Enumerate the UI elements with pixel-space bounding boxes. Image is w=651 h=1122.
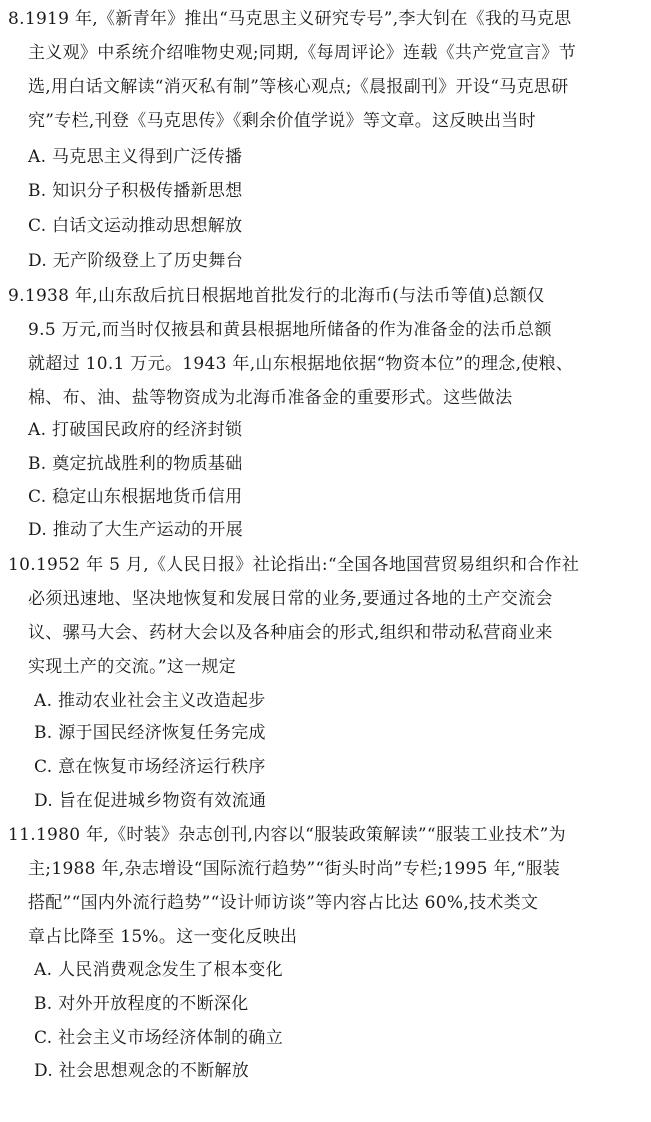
question-number: 9. <box>8 286 25 306</box>
option-d: D. 旨在促进城乡物资有效流通 <box>34 791 267 811</box>
option-c: C. 白话文运动推动思想解放 <box>28 216 243 236</box>
question-stem-line <box>8 2 571 36</box>
option-c: C. 社会主义市场经济体制的确立 <box>34 1028 284 1048</box>
question-stem-line: 棉、布、油、盐等物资成为北海币准备金的重要形式。这些做法 <box>28 388 513 408</box>
question-stem-line: 章占比降至 15%。这一变化反映出 <box>28 927 298 947</box>
option-a: A. 马克思主义得到广泛传播 <box>28 147 243 167</box>
option-a: A. 推动农业社会主义改造起步 <box>34 691 266 711</box>
option-b: B. 对外开放程度的不断深化 <box>34 994 249 1014</box>
option-b: B. 知识分子积极传播新思想 <box>28 181 243 201</box>
option-d: D. 社会思想观念的不断解放 <box>34 1061 250 1081</box>
stem-text: 1919 年,《新青年》推出“马克思主义研究专号”,李大钊在《我的马克思 <box>24 9 572 29</box>
question-stem-line: 9.5 万元,而当时仅掖县和黄县根据地所储备的作为准备金的法币总额 <box>28 320 552 340</box>
question-stem-line: 究”专栏,刊登《马克思传》《剩余价值学说》等文章。这反映出当时 <box>28 111 536 131</box>
option-b: B. 奠定抗战胜利的物质基础 <box>28 454 243 474</box>
question-stem-line: 选,用白话文解读“消灭私有制”等核心观点;《晨报副刊》开设“马克思研 <box>28 77 569 97</box>
stem-text: 1980 年,《时装》杂志创刊,内容以“服装政策解读”“服装工业技术”为 <box>35 825 566 845</box>
question-number: 10. <box>8 555 36 575</box>
question-stem-line <box>8 548 579 582</box>
question-stem-line: 议、骡马大会、药材大会以及各种庙会的形式,组织和带动私营商业来 <box>28 623 553 643</box>
stem-text: 1952 年 5 月,《人民日报》社论指出:“全国各地国营贸易组织和合作社 <box>35 555 580 575</box>
option-a: A. 人民消费观念发生了根本变化 <box>34 960 283 980</box>
question-stem-line: 搭配”“国内外流行趋势”“设计师访谈”等内容占比达 60%,技术类文 <box>28 893 539 913</box>
option-b: B. 源于国民经济恢复任务完成 <box>34 723 266 743</box>
question-number: 8. <box>8 9 25 29</box>
question-stem-line: 就超过 10.1 万元。1943 年,山东根据地依据“物资本位”的理念,使粮、 <box>28 354 574 374</box>
question-stem-line <box>8 818 566 852</box>
option-c: C. 意在恢复市场经济运行秩序 <box>34 757 266 777</box>
question-stem-line <box>8 279 544 313</box>
question-number: 11. <box>8 825 36 845</box>
question-stem-line: 主义观》中系统介绍唯物史观;同期,《每周评论》连载《共产党宣言》节 <box>28 43 577 63</box>
option-d: D. 推动了大生产运动的开展 <box>28 520 244 540</box>
option-c: C. 稳定山东根据地货币信用 <box>28 487 243 507</box>
question-stem-line: 必须迅速地、坚决地恢复和发展日常的业务,要通过各地的土产交流会 <box>28 589 553 609</box>
option-a: A. 打破国民政府的经济封锁 <box>28 420 243 440</box>
stem-text: 1938 年,山东敌后抗日根据地首批发行的北海币(与法币等值)总额仅 <box>24 286 545 306</box>
question-stem-line: 实现土产的交流。”这一规定 <box>28 657 237 677</box>
option-d: D. 无产阶级登上了历史舞台 <box>28 251 244 271</box>
question-stem-line: 主;1988 年,杂志增设“国际流行趋势”“街头时尚”专栏;1995 年,“服装 <box>28 859 561 879</box>
